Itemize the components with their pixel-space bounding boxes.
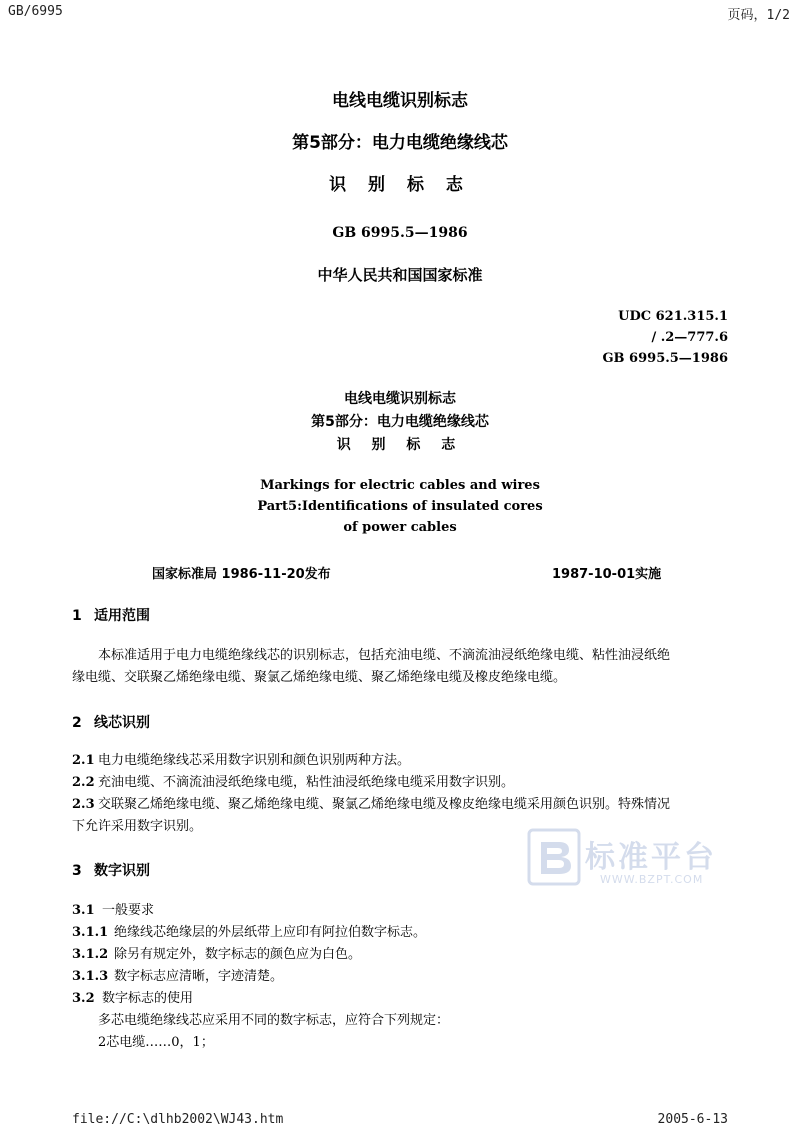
cover-code: GB 6995.5—1986	[332, 225, 468, 241]
list-item: 3.1 一般要求	[72, 903, 155, 918]
udc-line-2: / .2—777.6	[651, 330, 728, 345]
header-right: 页码，1/2	[727, 8, 790, 23]
section-2-heading	[72, 712, 150, 732]
section-title: 适用范围	[94, 608, 150, 624]
udc-block	[602, 306, 728, 369]
std-title-cn-1: 电线电缆识别标志	[344, 391, 456, 407]
watermark-url: WWW.BZPT.COM	[600, 873, 704, 886]
section-number: 1	[72, 608, 82, 624]
section-title: 线芯识别	[94, 715, 150, 731]
std-title-en-2: Part5:Identifications of insulated cores	[257, 499, 543, 514]
watermark-logo-icon	[527, 828, 581, 886]
footer-right: 2005-6-13	[657, 1112, 728, 1127]
cover-org: 中华人民共和国国家标准	[317, 266, 483, 284]
udc-line-3: GB 6995.5—1986	[602, 351, 728, 366]
section-3-items	[72, 900, 732, 1054]
watermark-text: 标准平台	[585, 840, 717, 875]
paragraph-line: 本标准适用于电力电缆绝缘线芯的识别标志，包括充油电缆、不滴流油浸纸绝缘电缆、粘性油浸纸绝	[98, 648, 671, 663]
section-number: 2	[72, 715, 82, 731]
effective-date: 1987-10-01实施	[552, 567, 662, 582]
list-item-continuation: 2芯电缆……0，1；	[98, 1035, 214, 1050]
header-left: GB/6995	[8, 4, 63, 19]
section-2-items	[72, 750, 732, 838]
section-1-heading	[72, 605, 150, 625]
cover-title-1: 电线电缆识别标志	[332, 91, 468, 111]
list-item: 3.1.3 数字标志应清晰，字迹清楚。	[72, 969, 284, 984]
list-item: 2.2 充油电缆、不滴流油浸纸绝缘电缆，粘性油浸纸绝缘电缆采用数字识别。	[72, 775, 515, 790]
list-item: 2.3 交联聚乙烯绝缘电缆、聚乙烯绝缘电缆、聚氯乙烯绝缘电缆及橡皮绝缘电缆采用颜色识别。特殊情况	[72, 797, 671, 812]
paragraph-line: 缘电缆、交联聚乙烯绝缘电缆、聚氯乙烯绝缘电缆、聚乙烯绝缘电缆及橡皮绝缘电缆。	[72, 670, 567, 685]
section-number: 3	[72, 863, 82, 879]
list-item-continuation: 多芯电缆绝缘线芯应采用不同的数字标志，应符合下列规定：	[98, 1013, 450, 1028]
std-title-en-1: Markings for electric cables and wires	[260, 478, 540, 493]
list-item: 3.2 数字标志的使用	[72, 991, 194, 1006]
std-title-en-3: of power cables	[343, 520, 457, 535]
cover-title-2: 第5部分：电力电缆绝缘线芯	[292, 133, 508, 153]
cover-title-3: 识 别 标 志	[329, 175, 471, 195]
udc-line-1: UDC 621.315.1	[618, 309, 728, 324]
std-title-cn-3: 识 别 标 志	[336, 437, 464, 453]
section-title: 数字识别	[94, 863, 150, 879]
list-item: 2.1 电力电缆绝缘线芯采用数字识别和颜色识别两种方法。	[72, 753, 411, 768]
list-item: 3.1.2 除另有规定外，数字标志的颜色应为白色。	[72, 947, 362, 962]
std-title-cn-2: 第5部分：电力电缆绝缘线芯	[311, 414, 489, 430]
publish-date: 国家标准局 1986-11-20发布	[152, 567, 331, 582]
section-1-paragraph	[72, 645, 732, 689]
footer-left: file://C:\dlhb2002\WJ43.htm	[72, 1112, 284, 1127]
list-item-continuation: 下允许采用数字识别。	[72, 819, 203, 834]
list-item: 3.1.1 绝缘线芯绝缘层的外层纸带上应印有阿拉伯数字标志。	[72, 925, 427, 940]
section-3-heading	[72, 860, 150, 880]
